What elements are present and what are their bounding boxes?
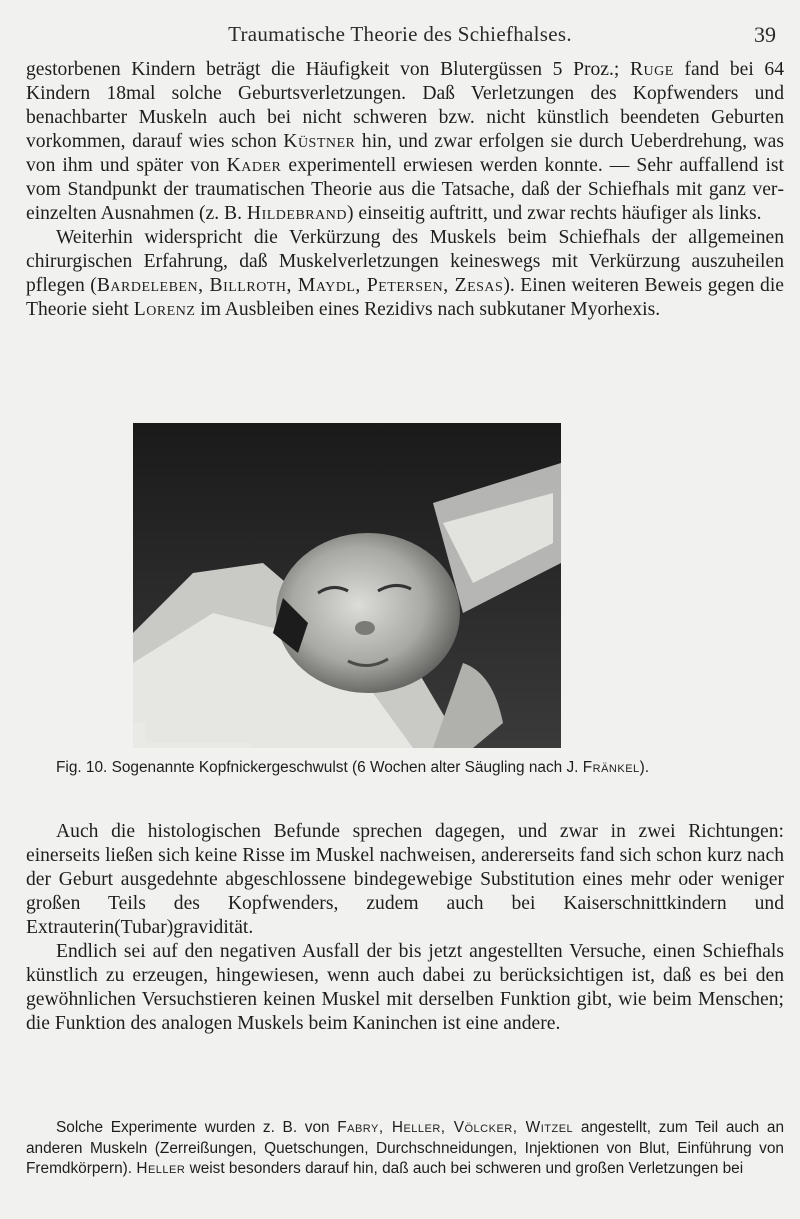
- text-block-bottom: [26, 820, 784, 1036]
- running-title: Traumatische Theorie des Schiefhalses.: [228, 22, 572, 46]
- author-name: Hildebrand: [246, 203, 347, 224]
- paragraph: gestorbenen Kindern beträgt die Häufigkeit von Blutergüssen 5 Proz.; Ruge fand bei 64 Kindern 18mal solche Geburtsverletzungen. Daß Verletzungen des Kopfwenders und benachbarter Muskeln auch bei nicht schweren bzw. nicht künstlich beendeten Geburten vorkommen, darauf wies schon Küstner hin, und zwar erfolgen sie durch Ueberdrehung, was von ihm und später von Kader experimentell erwiesen werden konnte. — Sehr auffallend ist vom Standpunkt der traumatischen Theorie aus die Tatsache, daß der Schiefhals mit ganz vereinzelten Ausnahmen (z. B. Hildebrand) einseitig auftritt, und zwar rechts häufiger als links.: [26, 59, 784, 224]
- author-name: Küstner: [283, 131, 356, 152]
- running-header: [0, 22, 800, 52]
- author-name: Ruge: [629, 59, 674, 80]
- paragraph: Endlich sei auf den negativen Ausfall der bis jetzt angestellten Versuche, einen Schiefhals künstlich zu erzeugen, hingewiesen, wenn auch dabei zu berücksichtigen ist, daß es bei den gewöhnlichen Versuchstieren keinen Muskel mit derselben Funktion gibt, wie beim Menschen; die Funktion des analogen Muskels beim Kaninchen ist eine andere.: [26, 941, 784, 1034]
- author-name: Fränkel: [582, 759, 640, 776]
- paragraph: Auch die histologischen Befunde sprechen dagegen, und zwar in zwei Richtungen: einerseits ließen sich keine Risse im Muskel nachweisen, andererseits fand sich schon kurz nach der Geburt ausgedehnte abgeschlossene bindegewebige Substitution eines mehr oder weniger großen Teils des Kopfwenders, zudem auch bei Kaiserschnittkindern und Extrauterin(Tubar)gravidität.: [26, 821, 784, 938]
- author-names: Bardeleben, Billroth, Maydl, Petersen, Zesas: [96, 275, 504, 296]
- author-name: Heller: [136, 1160, 186, 1177]
- figure-label: Fig. 10.: [56, 759, 108, 776]
- author-name: Kader: [226, 155, 282, 176]
- footnote-paragraph: Solche Experimente wurden z. B. von Fabry, Heller, Völcker, Witzel angestellt, zum Teil auch an anderen Muskeln (Zerreißungen, Quetschungen, Durchschneidungen, Injektionen von Blut, Einführung von Fremdkörpern). Heller weist besonders darauf hin, daß auch bei schweren und großen Verletzungen bei: [26, 1119, 784, 1177]
- text-block-top: [26, 58, 784, 322]
- author-name: Lorenz: [133, 299, 196, 320]
- author-names: Fabry, Heller, Völcker, Witzel: [337, 1119, 574, 1136]
- page-number: 39: [754, 22, 776, 47]
- photo-illustration: [133, 423, 561, 748]
- infant-photograph: [133, 423, 561, 748]
- paragraph: Weiterhin widerspricht die Verkürzung des Muskels beim Schiefhals der allgemeinen chirurgischen Erfahrung, daß Muskelverletzungen keineswegs mit Verkürzung auszuheilen pflegen (Bardeleben, Billroth, Maydl, Petersen, Zesas). Einen weiteren Beweis gegen die Theorie sieht Lorenz im Ausbleiben eines Rezidivs nach subkutaner Myorhexis.: [26, 227, 784, 320]
- figure-caption: Fig. 10. Sogenannte Kopfnickergeschwulst (6 Wochen alter Säugling nach J. Fränkel).: [26, 758, 784, 778]
- footnote-block: [26, 1118, 784, 1180]
